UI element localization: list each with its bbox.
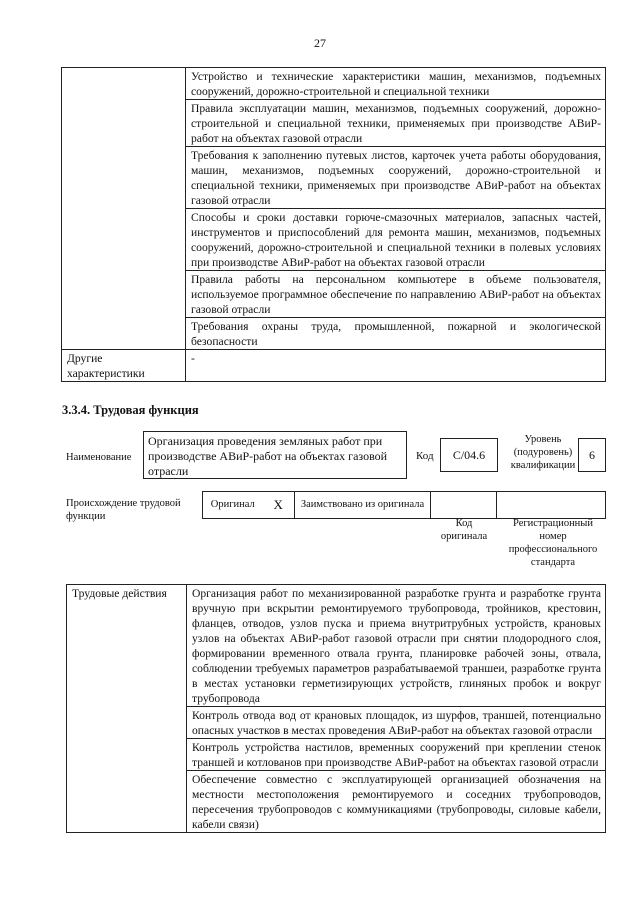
table-cell: Способы и сроки доставки горюче-смазочных материалов, запасных частей, инструментов и приспособлений для ремонта машин, механизмов, подъемных сооружений, дорожно-строительной и специальной техники в полевых условиях при производстве АВиР-работ на объектах газовой отрасли xyxy=(186,209,606,271)
name-label: Наименование xyxy=(66,452,132,463)
section-heading: 3.3.4. Трудовая функция xyxy=(62,403,199,417)
table-cell: Организация работ по механизированной разработке грунта и разработке грунта вручную при вскрытии ремонтируемого трубопровода, тройников, крестовин, фланцев, отводов, узлов пуска и приема внутритрубных устройств, крановых узлов на объектах АВиР-работ газовой отрасли при снятии плодородного слоя, формировании временного отвала грунта, планировке рабочей зоны, отвала, соблюдении требуемых параметров разрабатываемой траншеи, разработке грунта в местах установки герметизирующих устройств, глиняных пробок и вокруг трубопровода xyxy=(187,585,606,707)
borrowed-label: Заимствовано из оригинала xyxy=(295,492,431,519)
actions-label: Трудовые действия xyxy=(67,585,187,833)
table-cell: Правила эксплуатации машин, механизмов, подъемных сооружений, дорожно-строительной и специальной техники, применяемых при производстве АВиР-работ на объектах газовой отрасли xyxy=(186,100,606,147)
original-label: Оригинал xyxy=(203,492,263,519)
level-label: Уровень (подуровень) квалификации xyxy=(510,434,576,471)
other-characteristics-value: - xyxy=(186,350,606,382)
table-cell: Правила работы на персональном компьютере в объеме пользователя, используемое программное обеспечение по направлению АВиР-работ на объектах газовой отрасли xyxy=(186,271,606,318)
actions-table xyxy=(66,584,606,833)
table-row xyxy=(67,585,606,707)
name-value: Организация проведения земляных работ при производстве АВиР-работ на объектах газовой отрасли xyxy=(143,431,407,479)
knowledge-table xyxy=(61,67,606,382)
table-cell: Требования к заполнению путевых листов, карточек учета работы оборудования, машин, механизмов, подъемных сооружений, дорожно-строительной и специальной техники, применяемых при производстве АВиР-работ на объектах газовой отрасли xyxy=(186,147,606,209)
reg-number-label: Регистрационный номер профессионального стандарта xyxy=(508,518,598,568)
table-cell: Контроль отвода вод от крановых площадок, из шурфов, траншей, потенциально опасных участков в местах проведения АВиР-работ на объектах газовой отрасли xyxy=(187,707,606,739)
table-cell-empty xyxy=(62,68,186,350)
other-characteristics-label: Другие характеристики xyxy=(62,350,186,382)
origin-table xyxy=(202,491,606,519)
reg-number-cell xyxy=(497,492,606,519)
table-row xyxy=(62,350,606,382)
table-cell: Устройство и технические характеристики машин, механизмов, подъемных сооружений, дорожно-строительной и специальной техники xyxy=(186,68,606,100)
table-cell: Требования охраны труда, промышленной, пожарной и экологической безопасности xyxy=(186,318,606,350)
original-mark: X xyxy=(263,492,295,519)
code-label: Код xyxy=(416,450,434,462)
table-row xyxy=(203,492,606,519)
table-cell: Контроль устройства настилов, временных сооружений при креплении стенок траншей и котлованов при производстве АВиР-работ на объектах газовой отрасли xyxy=(187,739,606,771)
origin-code-label: Код оригинала xyxy=(440,518,488,542)
page-number: 27 xyxy=(314,36,326,50)
level-value: 6 xyxy=(578,438,606,472)
table-row xyxy=(62,68,606,100)
table-cell: Обеспечение совместно с эксплуатирующей организацией обозначения на местности местоположения ремонтируемого и соседних трубопроводов, пересечения трубопроводов с коммуникациями (трубопроводы, силовые кабели, кабели связи) xyxy=(187,771,606,833)
code-value: C/04.6 xyxy=(440,438,498,472)
origin-code-cell xyxy=(431,492,497,519)
origin-label: Происхождение трудовой функции xyxy=(66,498,181,522)
